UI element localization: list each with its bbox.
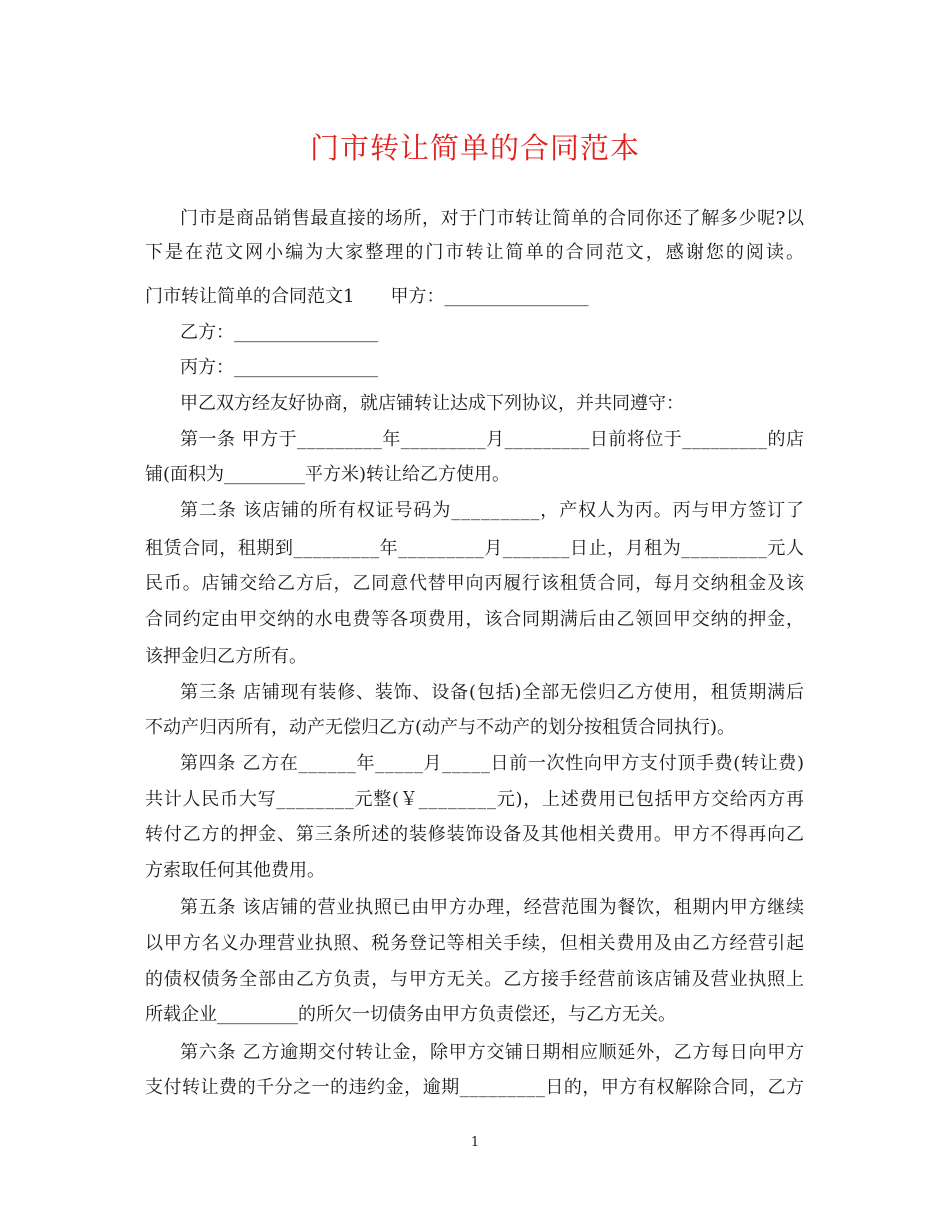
article-5-line: 的债权债务全部由乙方负责，与甲方无关。乙方接手经营前该店铺及营业执照上 xyxy=(145,969,805,990)
article-6-line: 支付转让费的千分之一的违约金，逾期_________日的，甲方有权解除合同，乙方 xyxy=(145,1077,805,1098)
paragraph-line: 门市是商品销售最直接的场所，对于门市转让简单的合同你还了解多少呢?以 xyxy=(180,208,805,229)
party-b-line: 乙方：________________ xyxy=(180,322,378,343)
article-2-line: 民币。店铺交给乙方后，乙同意代替甲向丙履行该租赁合同，每月交纳租金及该 xyxy=(145,573,805,594)
document-title: 门市转让简单的合同范本 xyxy=(309,131,640,165)
article-3-line: 不动产归丙所有，动产无偿归乙方(动产与不动产的划分按租赁合同执行)。 xyxy=(145,717,736,738)
article-3-line: 第三条 店铺现有装修、装饰、设备(包括)全部无偿归乙方使用，租赁期满后 xyxy=(180,682,805,703)
party-c-line: 丙方：________________ xyxy=(180,357,378,378)
page-number: 1 xyxy=(470,1135,480,1150)
article-6-line: 第六条 乙方逾期交付转让金，除甲方交铺日期相应顺延外，乙方每日向甲方 xyxy=(180,1042,805,1063)
contract-heading-line: 门市转让简单的合同范文1 甲方：________________ xyxy=(145,286,589,307)
article-5-line: 以甲方名义办理营业执照、税务登记等相关手续，但相关费用及由乙方经营引起 xyxy=(145,933,805,954)
article-2-line: 该押金归乙方所有。 xyxy=(145,646,307,667)
article-4-line: 方索取任何其他费用。 xyxy=(145,860,325,881)
article-4-line: 转付乙方的押金、第三条所述的装修装饰设备及其他相关费用。甲方不得再向乙 xyxy=(145,824,805,845)
article-2-line: 第二条 该店铺的所有权证号码为_________，产权人为丙。丙与甲方签订了 xyxy=(180,500,805,521)
paragraph-line: 下是在范文网小编为大家整理的门市转让简单的合同范文，感谢您的阅读。 xyxy=(145,242,807,263)
article-1-line: 铺(面积为_________平方米)转让给乙方使用。 xyxy=(145,464,511,485)
article-2-line: 合同约定由甲交纳的水电费等各项费用，该合同期满后由乙领回甲交纳的押金， xyxy=(145,609,805,630)
paragraph-line: 甲乙双方经友好协商，就店铺转让达成下列协议，并共同遵守： xyxy=(180,393,684,414)
article-5-line: 第五条 该店铺的营业执照已由甲方办理，经营范围为餐饮，租期内甲方继续 xyxy=(180,897,805,918)
article-2-line: 租赁合同，租期到_________年_________月_______日止，月租为_________元人 xyxy=(145,538,805,559)
article-5-line: 所载企业_________的所欠一切债务由甲方负责偿还，与乙方无关。 xyxy=(145,1004,676,1025)
article-1-line: 第一条 甲方于_________年_________月_________日前将位于_________的店 xyxy=(180,429,805,450)
article-4-line: 第四条 乙方在______年_____月_____日前一次性向甲方支付顶手费(转让费) xyxy=(180,753,805,774)
article-4-line: 共计人民币大写________元整(￥________元)，上述费用已包括甲方交给丙方再 xyxy=(145,789,805,810)
